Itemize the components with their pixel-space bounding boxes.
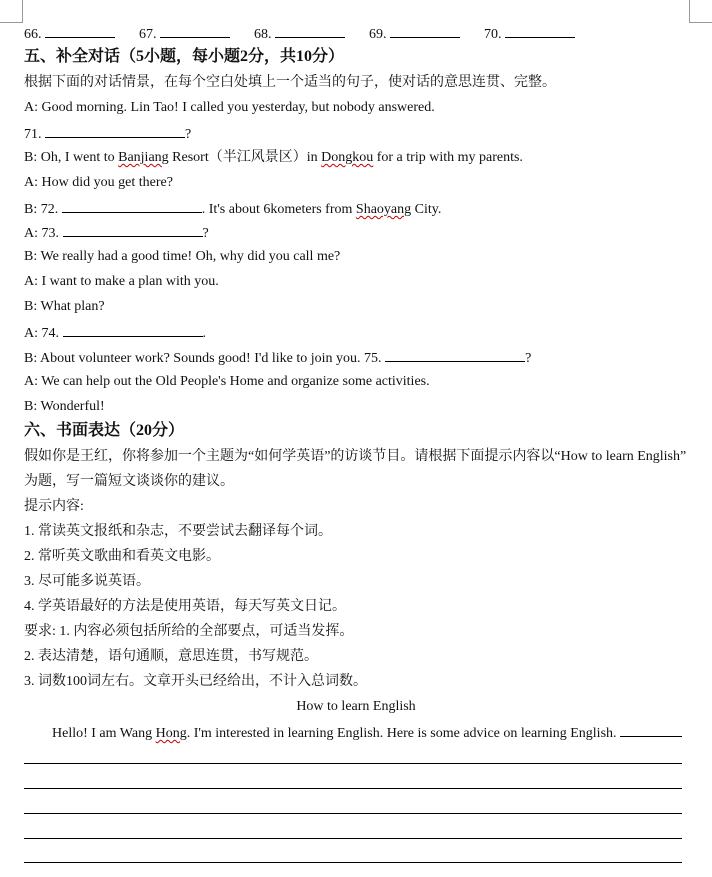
- hint-heading: 提示内容:: [24, 499, 84, 514]
- answer-number: 69.: [369, 27, 387, 42]
- dialogue-line-74: [24, 323, 206, 343]
- essay-opening: [52, 723, 682, 743]
- requirement-3: 3. 词数100词左右。文章开头已经给出，不计入总词数。: [24, 674, 367, 689]
- dialogue-line-75: [24, 348, 531, 368]
- section-6-paragraph-1: 假如你是王红，你将参加一个主题为“如何学英语”的访谈节目。请根据下面提示内容以“How to learn English”: [24, 449, 687, 464]
- dialogue-line-13: B: Wonderful!: [24, 399, 105, 414]
- question-number: B: 72.: [24, 202, 59, 217]
- page-corner-mark-right: [689, 0, 712, 23]
- answer-number: 66.: [24, 27, 42, 42]
- answer-item: [254, 24, 345, 44]
- answer-number: 70.: [484, 27, 502, 42]
- question-number: A: 74.: [24, 326, 59, 341]
- answer-number: 67.: [139, 27, 157, 42]
- essay-title: How to learn English: [296, 699, 416, 714]
- answer-item: [484, 24, 575, 44]
- text-fragment: . I'm interested in learning English. Here is some advice on learning English.: [186, 726, 617, 741]
- punctuation: ?: [525, 351, 532, 366]
- section-6-paragraph-2: 为题，写一篇短文谈谈你的建议。: [24, 474, 234, 489]
- dialogue-line-8: A: I want to make a plan with you.: [24, 274, 219, 289]
- answer-blank[interactable]: [275, 24, 345, 38]
- place-name: Shaoyang: [355, 202, 412, 217]
- answer-number: 68.: [254, 27, 272, 42]
- section-6-title: 六、书面表达（20分）: [24, 422, 185, 439]
- answer-blank[interactable]: [63, 323, 203, 337]
- text-fragment: for a trip with my parents.: [373, 150, 523, 165]
- answer-item: [139, 24, 230, 44]
- text-fragment: Resort（半江风景区）in: [168, 150, 322, 165]
- punctuation: .: [202, 326, 206, 341]
- question-number: 71.: [24, 127, 42, 142]
- answer-item: [369, 24, 460, 44]
- text-fragment: B: About volunteer work? Sounds good! I'd like to join you. 75.: [24, 351, 382, 366]
- dialogue-line-72: [24, 199, 441, 219]
- place-name: Dongkou: [321, 150, 374, 165]
- hint-item-2: 2. 常听英文歌曲和看英文电影。: [24, 549, 220, 564]
- section-5-title: 五、补全对话（5小题，每小题2分，共10分）: [24, 48, 345, 65]
- hint-item-4: 4. 学英语最好的方法是使用英语，每天写英文日记。: [24, 599, 346, 614]
- answer-blank[interactable]: [505, 24, 575, 38]
- hint-item-1: 1. 常读英文报纸和杂志，不要尝试去翻译每个词。: [24, 524, 332, 539]
- dialogue-line-7: B: We really had a good time! Oh, why did you call me?: [24, 249, 341, 264]
- answer-blank[interactable]: [385, 348, 525, 362]
- person-name: Hong: [155, 726, 187, 741]
- requirement-2: 2. 表达清楚，语句通顺，意思连贯，书写规范。: [24, 649, 318, 664]
- text-fragment: B: Oh, I went to: [24, 150, 119, 165]
- text-fragment: . It's about 6kometers from: [201, 202, 356, 217]
- hint-item-3: 3. 尽可能多说英语。: [24, 574, 150, 589]
- answer-blank[interactable]: [390, 24, 460, 38]
- dialogue-line-9: B: What plan?: [24, 299, 105, 314]
- answer-blank[interactable]: [45, 124, 185, 138]
- text-fragment: Hello! I am Wang: [52, 726, 156, 741]
- dialogue-line-71: [24, 124, 191, 144]
- writing-line[interactable]: [24, 813, 682, 814]
- dialogue-line-3: [24, 149, 523, 167]
- answer-item: [24, 24, 115, 44]
- punctuation: ?: [185, 127, 192, 142]
- punctuation: ?: [202, 226, 209, 241]
- answer-blank[interactable]: [62, 199, 202, 213]
- answer-blank[interactable]: [45, 24, 115, 38]
- answer-blanks-row: [24, 24, 599, 44]
- question-number: A: 73.: [24, 226, 59, 241]
- dialogue-line-4: A: How did you get there?: [24, 175, 173, 190]
- text-fragment: City.: [411, 202, 442, 217]
- dialogue-line-1: A: Good morning. Lin Tao! I called you yesterday, but nobody answered.: [24, 100, 435, 115]
- writing-line[interactable]: [24, 763, 682, 764]
- page-corner-mark-left: [0, 0, 23, 23]
- writing-line[interactable]: [24, 862, 682, 863]
- dialogue-line-12: A: We can help out the Old People's Home and organize some activities.: [24, 374, 430, 389]
- answer-blank[interactable]: [160, 24, 230, 38]
- answer-blank[interactable]: [620, 723, 682, 737]
- place-name: Banjiang: [118, 150, 169, 165]
- dialogue-line-73: [24, 223, 209, 243]
- writing-line[interactable]: [24, 788, 682, 789]
- answer-blank[interactable]: [63, 223, 203, 237]
- requirement-1: 要求: 1. 内容必须包括所给的全部要点，可适当发挥。: [24, 624, 354, 639]
- writing-line[interactable]: [24, 838, 682, 839]
- section-5-instruction: 根据下面的对话情景，在每个空白处填上一个适当的句子，使对话的意思连贯、完整。: [24, 75, 556, 90]
